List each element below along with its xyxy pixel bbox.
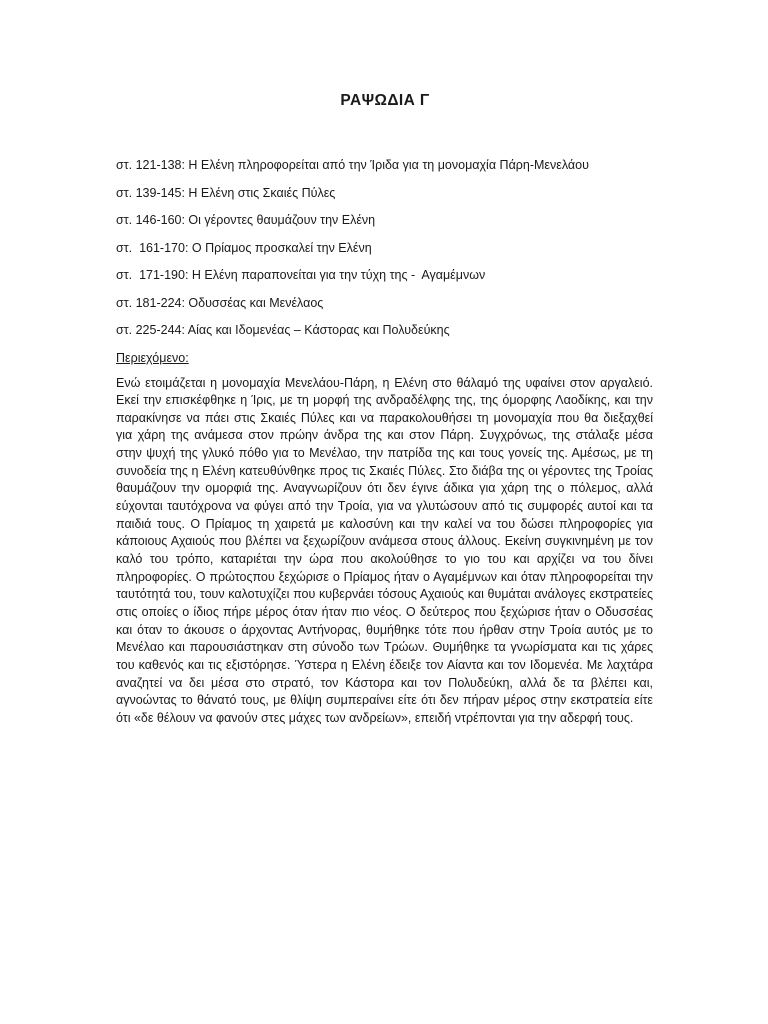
section-item: στ. 121-138: Η Ελένη πληροφορείται από την Ίριδα για τη μονομαχία Πάρη-Μενελάου [116,158,589,172]
section-item: στ. 139-145: Η Ελένη στις Σκαιές Πύλες [116,185,336,200]
section-list [116,158,654,337]
section-item: στ. 181-224: Οδυσσέας και Μενέλαος [116,295,324,310]
section-item: στ. 161-170: Ο Πρίαμος προσκαλεί την Ελένη [116,240,372,255]
page-title: ΡΑΨΩΔΙΑ Γ [340,92,430,109]
content-paragraph: Ενώ ετοιμάζεται η μονομαχία Μενελάου-Πάρη, η Ελένη στο θάλαμό της υφαίνει στον αργαλειό. Εκεί την επισκέφθηκε η Ίρις, με τη μορφή της ανδραδέλφης της, της όμορφης Λαοδίκης, και την παρακίνησε να πάει στις Σκαιές Πύλες και να παρακολουθήσει τη μονομαχία που θα διεξαχθεί για χάρη της ανάμεσα στον πρώην άνδρα της και στον Πάρη. Συγχρόνως, της στάλαξε μέσα στην ψυχή της γλυκό πόθο για το Μενέλαο, την πατρίδα της και τους γονείς της. Αμέσως, με τη συνοδεία της η Ελένη κατευθύνθηκε προς τις Σκαιές Πύλες. Στο διάβα της οι γέροντες της Τροίας θαυμάζουν την ομορφιά της. Αναγνωρίζουν ότι δεν έγινε άδικα για χάρη της ο πόλεμος, αλλά εύχονται ταυτόχρονα να φύγει από την Τροία, για να γλυτώσουν από τις συμφορές αυτοί και τα παιδιά τους. Ο Πρίαμος τη χαιρετά με καλοσύνη και την καλεί να του δώσει πληροφορίες για κάποιους Αχαιούς που βλέπει να ξεχωρίζουν ανάμεσα στους άλλους. Εκείνη συγκινημένη με τον καλό του τρόπο, καταριέται την ώρα που ακολούθησε το γιο του και αρχίζει να του δίνει πληροφορίες. Ο πρώτοςπου ξεχώρισε ο Πρίαμος ήταν ο Αγαμέμνων και όταν πληροφορείται την ταυτότητά του, τουν καλοτυχίζει που κυβερνάει τόσους Αχαιούς και θυμάται ανάλογες εκστρατείες στις οποίες ο ίδιος πήρε μέρος όταν ήταν πιο νέος. Ο δεύτερος που ξεχώρισε ήταν ο Οδυσσέας και όταν το άκουσε ο άρχοντας Αντήνορας, θυμήθηκε τότε που ήρθαν στην Τροία αυτός με το Μενέλαο και παρουσιάστηκαν στη σύνοδο των Τρώων. Θυμήθηκε τα γνωρίσματα και τις χάρες του καθενός και τις εξιστόρησε. Ύστερα η Ελένη έδειξε τον Αίαντα και τον Ιδομενέα. Με λαχτάρα αναζητεί να δει μέσα στο στρατό, τον Κάστορα και τον Πολυδεύκη, αλλά δε τα βλέπει και, αγνοώντας το θάνατό τους, με θλίψη συμπεραίνει είτε ότι δεν πήραν μέρος στην εκστρατεία είτε ότι «δε θέλουν να φανούν στες μάχες των ανδρείων», επειδή ντρέπονται για την αδερφή τους. [116,375,653,725]
section-item: στ. 225-244: Αίας και Ιδομενέας – Κάστορας και Πολυδεύκης [116,323,450,337]
section-item: στ. 171-190: Η Ελένη παραπονείται για την τύχη της - Αγαμέμνων [116,268,486,282]
section-item: στ. 146-160: Οι γέροντες θαυμάζουν την Ελένη [116,213,376,227]
content-heading: Περιεχόμενο: [116,350,189,365]
